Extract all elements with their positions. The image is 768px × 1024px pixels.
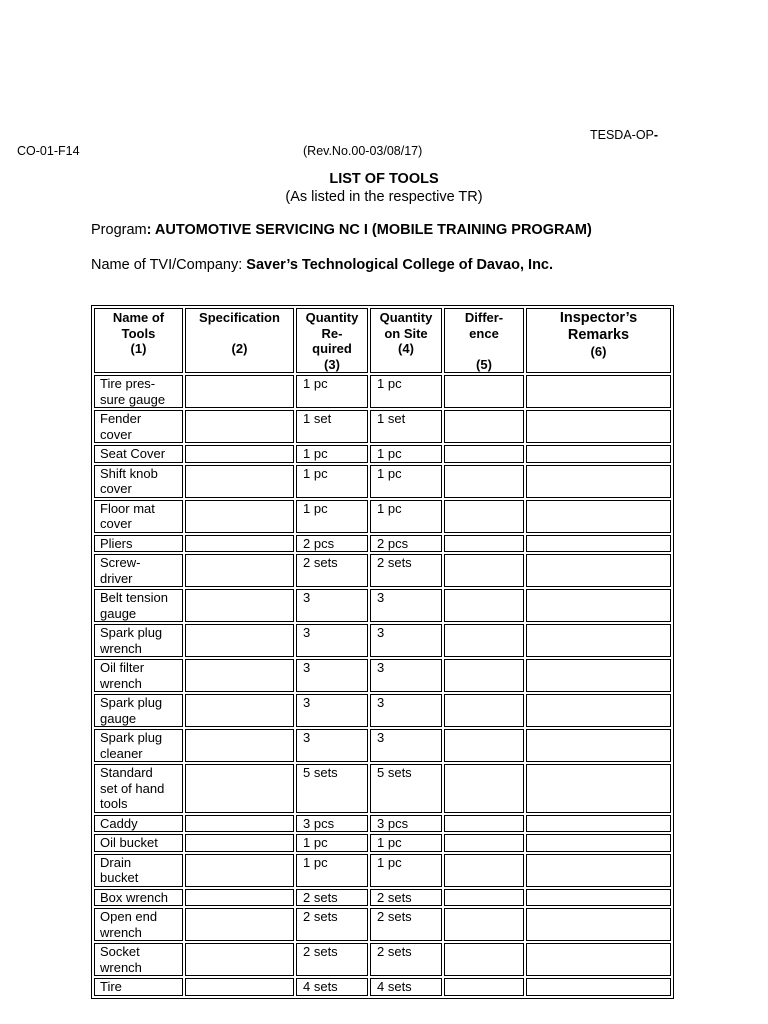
difference-cell (444, 659, 524, 692)
company-line (91, 257, 553, 273)
tool-name-line: tools (100, 796, 128, 811)
remarks-cell (526, 834, 671, 852)
col-header-qty-required (296, 308, 368, 373)
tool-name-cell (94, 889, 183, 907)
remarks-cell (526, 943, 671, 976)
header-row (94, 308, 671, 373)
page-title: LIST OF TOOLS (329, 171, 439, 187)
qty-on-site-cell: 1 pc (370, 445, 442, 463)
tool-name-line: Open end (100, 909, 158, 924)
company-value: Saver’s Technological College of Davao, Inc. (246, 257, 554, 273)
difference-cell (444, 815, 524, 833)
remarks-cell (526, 589, 671, 622)
table-row (94, 535, 671, 553)
tool-name-line: Pliers (100, 535, 133, 551)
form-code: CO-01-F14 (17, 144, 80, 158)
qty-required-cell: 1 pc (296, 465, 368, 498)
tool-name-line: cover (100, 426, 132, 442)
tool-name-cell (94, 465, 183, 498)
remarks-cell (526, 908, 671, 941)
col-header-qty-on-site (370, 308, 442, 373)
difference-cell (444, 854, 524, 887)
tool-name-line: gauge (100, 605, 137, 621)
col-header-line: (1) (130, 341, 147, 356)
col-header-remarks (526, 308, 671, 373)
specification-cell (185, 410, 294, 443)
tool-name-cell (94, 589, 183, 622)
tool-name-line: cover (100, 481, 132, 496)
difference-cell (444, 694, 524, 727)
difference-cell (444, 375, 524, 408)
col-header-line: (3) (324, 356, 340, 372)
table-row (94, 854, 671, 887)
col-header-line: Quantity (305, 310, 359, 325)
col-header-line: quired (312, 341, 352, 356)
difference-cell (444, 589, 524, 622)
remarks-cell (526, 445, 671, 463)
page-subtitle: (As listed in the respective TR) (285, 189, 483, 205)
qty-on-site-cell: 1 pc (370, 854, 442, 887)
remarks-cell (526, 764, 671, 813)
specification-cell (185, 500, 294, 533)
qty-on-site-cell: 3 (370, 589, 442, 622)
tool-name-line: Fender (100, 411, 142, 426)
tool-name-line: cover (100, 516, 132, 531)
qty-on-site-cell: 5 sets (370, 764, 442, 813)
tool-name-cell (94, 908, 183, 941)
remarks-cell (526, 554, 671, 587)
qty-on-site-cell: 2 sets (370, 943, 442, 976)
table-row (94, 908, 671, 941)
col-header-line: Inspector’s (559, 310, 638, 326)
qty-required-cell: 2 sets (296, 554, 368, 587)
col-header-line: (5) (476, 356, 492, 372)
tool-name-line: Spark plug (100, 625, 163, 640)
tool-name-cell (94, 764, 183, 813)
tool-name-line: bucket (100, 870, 139, 885)
remarks-cell (526, 624, 671, 657)
specification-cell (185, 815, 294, 833)
col-header-line (188, 326, 291, 342)
qty-on-site-cell: 1 pc (370, 375, 442, 408)
agency-code-suffix: - (653, 128, 659, 142)
tool-name-line: Spark plug (100, 730, 163, 745)
tool-name-line: Floor mat (100, 500, 155, 516)
col-header-line: on Site (384, 325, 428, 341)
tool-name-cell (94, 410, 183, 443)
table-row (94, 410, 671, 443)
tool-name-cell (94, 375, 183, 408)
difference-cell (444, 624, 524, 657)
col-header-line (447, 341, 521, 357)
table-row (94, 943, 671, 976)
col-header-line: Differ- (464, 310, 504, 325)
qty-required-cell: 4 sets (296, 978, 368, 996)
table-row (94, 589, 671, 622)
agency-code-text: TESDA-OP (590, 128, 654, 142)
col-header-line: Remarks (567, 327, 630, 343)
tool-name-line: Screw- (100, 555, 141, 570)
specification-cell (185, 659, 294, 692)
tool-name-cell (94, 834, 183, 852)
qty-required-cell: 1 pc (296, 500, 368, 533)
table-row (94, 729, 671, 762)
table-row (94, 694, 671, 727)
table-row (94, 764, 671, 813)
tool-name-cell (94, 554, 183, 587)
col-header-line: Name of (112, 310, 165, 325)
remarks-cell (526, 410, 671, 443)
qty-required-cell: 3 (296, 624, 368, 657)
difference-cell (444, 729, 524, 762)
qty-required-cell: 3 pcs (296, 815, 368, 833)
qty-on-site-cell: 2 pcs (370, 535, 442, 553)
difference-cell (444, 445, 524, 463)
specification-cell (185, 465, 294, 498)
tool-name-line: driver (100, 570, 133, 586)
qty-required-cell: 1 pc (296, 854, 368, 887)
table-row (94, 624, 671, 657)
specification-cell (185, 729, 294, 762)
difference-cell (444, 834, 524, 852)
qty-on-site-cell: 3 (370, 624, 442, 657)
tool-name-line: cleaner (100, 745, 143, 761)
tools-table (91, 305, 674, 999)
tool-name-cell (94, 445, 183, 463)
tool-name-line: Drain (100, 854, 132, 870)
specification-cell (185, 694, 294, 727)
table-row (94, 554, 671, 587)
qty-on-site-cell: 1 set (370, 410, 442, 443)
table-row (94, 978, 671, 996)
remarks-cell (526, 978, 671, 996)
col-header-name (94, 308, 183, 373)
specification-cell (185, 764, 294, 813)
difference-cell (444, 889, 524, 907)
tool-name-cell (94, 500, 183, 533)
specification-cell (185, 624, 294, 657)
col-header-line: Quantity (379, 310, 433, 325)
qty-required-cell: 2 sets (296, 889, 368, 907)
tool-name-line: Oil filter (100, 660, 145, 675)
table-row (94, 375, 671, 408)
qty-on-site-cell: 1 pc (370, 834, 442, 852)
company-label: Name of TVI/Company: (91, 257, 247, 273)
table-row (94, 889, 671, 907)
tool-name-line: Standard (100, 765, 153, 780)
qty-on-site-cell: 2 sets (370, 908, 442, 941)
col-header-specification (185, 308, 294, 373)
tool-name-line: Tire (100, 979, 122, 994)
tool-name-line: wrench (100, 640, 142, 656)
qty-required-cell: 1 pc (296, 834, 368, 852)
specification-cell (185, 978, 294, 996)
tool-name-cell (94, 694, 183, 727)
qty-required-cell: 1 set (296, 410, 368, 443)
col-header-line: Re- (321, 325, 343, 341)
specification-cell (185, 589, 294, 622)
table-row (94, 834, 671, 852)
tool-name-line: wrench (100, 959, 142, 975)
tool-name-line: wrench (100, 675, 142, 691)
col-header-line: (4) (398, 341, 414, 356)
program-label: Program (91, 222, 147, 238)
remarks-cell (526, 854, 671, 887)
tool-name-line: set of hand (100, 780, 165, 796)
tool-name-line: Oil bucket (100, 835, 158, 850)
program-value: : AUTOMOTIVE SERVICING NC I (MOBILE TRAINING PROGRAM) (146, 222, 592, 238)
col-header-line: Specification (199, 310, 280, 325)
qty-required-cell: 3 (296, 729, 368, 762)
col-header-line: (2) (231, 341, 248, 356)
specification-cell (185, 375, 294, 408)
tool-name-line: Shift knob (100, 465, 158, 481)
col-header-line: ence (469, 325, 499, 341)
qty-on-site-cell: 1 pc (370, 465, 442, 498)
tool-name-cell (94, 854, 183, 887)
qty-on-site-cell: 3 (370, 729, 442, 762)
qty-required-cell: 3 (296, 589, 368, 622)
remarks-cell (526, 729, 671, 762)
program-line (91, 222, 592, 238)
remarks-cell (526, 889, 671, 907)
specification-cell (185, 445, 294, 463)
table-header (94, 308, 671, 373)
table-row (94, 445, 671, 463)
specification-cell (185, 535, 294, 553)
qty-required-cell: 1 pc (296, 445, 368, 463)
specification-cell (185, 554, 294, 587)
difference-cell (444, 410, 524, 443)
difference-cell (444, 764, 524, 813)
table-row (94, 815, 671, 833)
agency-code (590, 128, 658, 142)
difference-cell (444, 978, 524, 996)
difference-cell (444, 943, 524, 976)
difference-cell (444, 908, 524, 941)
remarks-cell (526, 815, 671, 833)
tool-name-line: wrench (100, 924, 142, 940)
table-row (94, 500, 671, 533)
col-header-line: Tools (121, 325, 156, 341)
specification-cell (185, 834, 294, 852)
tool-name-cell (94, 624, 183, 657)
tool-name-line: Socket (100, 944, 140, 959)
remarks-cell (526, 500, 671, 533)
qty-on-site-cell: 4 sets (370, 978, 442, 996)
remarks-cell (526, 375, 671, 408)
tool-name-cell (94, 978, 183, 996)
difference-cell (444, 465, 524, 498)
col-header-difference (444, 308, 524, 373)
tool-name-cell (94, 729, 183, 762)
qty-required-cell: 2 sets (296, 943, 368, 976)
specification-cell (185, 889, 294, 907)
table-body (94, 375, 671, 996)
qty-required-cell: 5 sets (296, 764, 368, 813)
qty-required-cell: 3 (296, 659, 368, 692)
tool-name-line: Spark plug (100, 695, 163, 710)
difference-cell (444, 535, 524, 553)
tool-name-line: Box wrench (100, 889, 168, 905)
revision-number: (Rev.No.00-03/08/17) (303, 144, 423, 158)
tool-name-line: gauge (100, 710, 137, 726)
tool-name-cell (94, 815, 183, 833)
tool-name-line: Seat Cover (100, 446, 166, 461)
tool-name-cell (94, 535, 183, 553)
qty-required-cell: 1 pc (296, 375, 368, 408)
qty-required-cell: 2 sets (296, 908, 368, 941)
remarks-cell (526, 659, 671, 692)
remarks-cell (526, 465, 671, 498)
col-header-line: (6) (590, 344, 607, 359)
difference-cell (444, 500, 524, 533)
qty-on-site-cell: 1 pc (370, 500, 442, 533)
qty-on-site-cell: 3 (370, 659, 442, 692)
remarks-cell (526, 694, 671, 727)
tool-name-cell (94, 943, 183, 976)
table-row (94, 659, 671, 692)
qty-on-site-cell: 3 pcs (370, 815, 442, 833)
specification-cell (185, 943, 294, 976)
table-row (94, 465, 671, 498)
specification-cell (185, 908, 294, 941)
qty-on-site-cell: 3 (370, 694, 442, 727)
tool-name-line: Belt tension (100, 590, 168, 605)
tool-name-line: sure gauge (100, 391, 166, 407)
qty-required-cell: 3 (296, 694, 368, 727)
tool-name-cell (94, 659, 183, 692)
tool-name-line: Tire pres- (100, 376, 156, 391)
difference-cell (444, 554, 524, 587)
qty-required-cell: 2 pcs (296, 535, 368, 553)
remarks-cell (526, 535, 671, 553)
tool-name-line: Caddy (100, 815, 138, 831)
specification-cell (185, 854, 294, 887)
qty-on-site-cell: 2 sets (370, 889, 442, 907)
qty-on-site-cell: 2 sets (370, 554, 442, 587)
